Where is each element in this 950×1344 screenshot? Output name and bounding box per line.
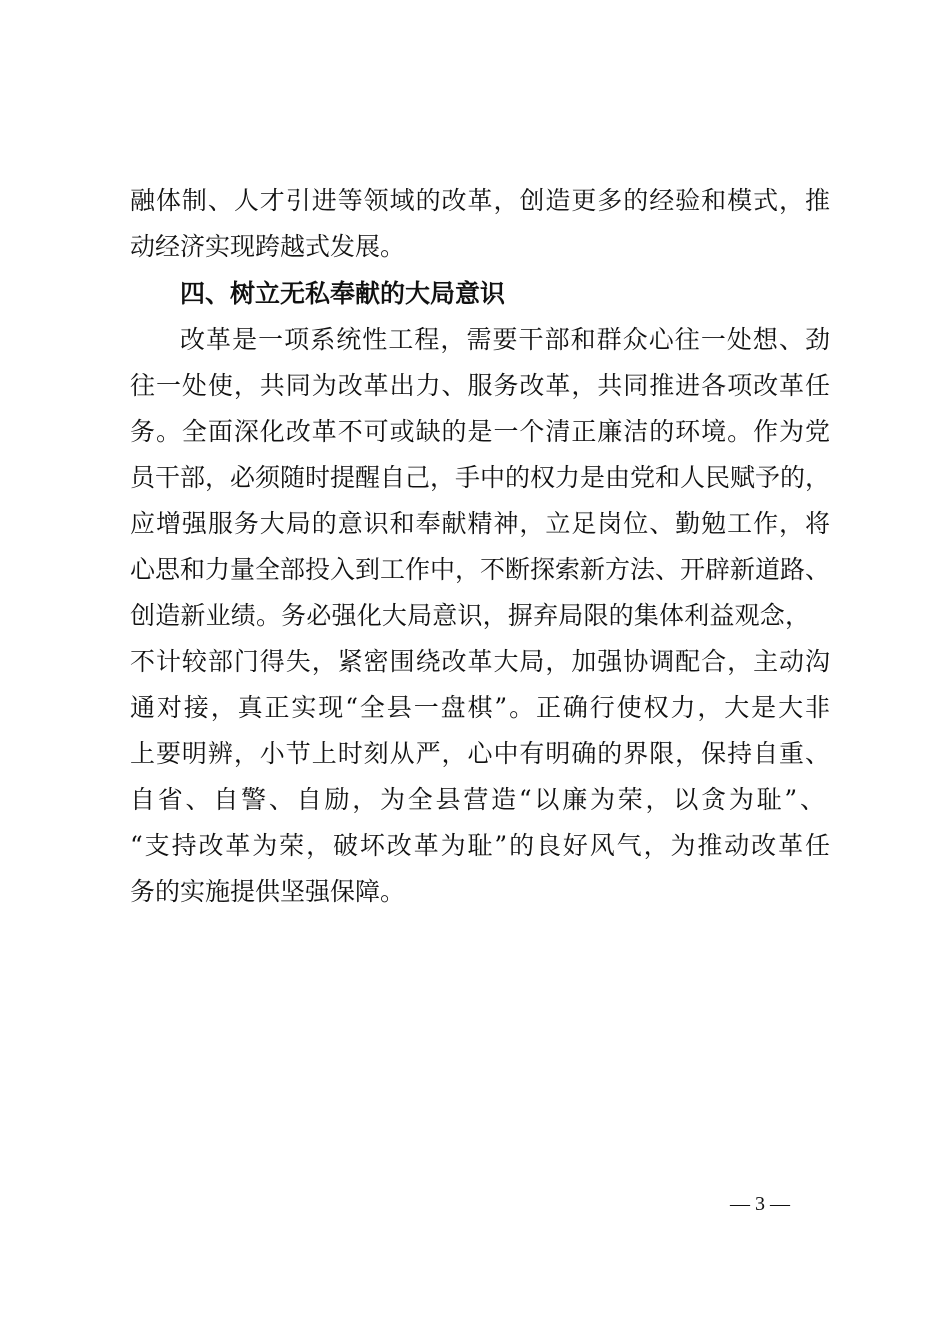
paragraph-line: 应增强服务大局的意识和奉献精神，立足岗位、勤勉工作，将 [130,509,830,538]
paragraph-line: 动经济实现跨越式发展。 [130,232,406,261]
paragraph-line: 融体制、人才引进等领域的改革，创造更多的经验和模式，推 [130,186,830,215]
paragraph-line: 自省、自警、自励，为全县营造“以廉为荣，以贪为耻”、 [130,785,825,814]
paragraph-line: 务。全面深化改革不可或缺的是一个清正廉洁的环境。作为党 [130,417,830,446]
paragraph-line: 通对接，真正实现“全县一盘棋”。正确行使权力，大是大非 [130,693,830,722]
paragraph-line: 不计较部门得失，紧密围绕改革大局，加强协调配合，主动沟 [130,647,830,676]
paragraph-line: 改革是一项系统性工程，需要干部和群众心往一处想、劲 [180,325,830,354]
paragraph-line: 上要明辨，小节上时刻从严，心中有明确的界限，保持自重、 [130,739,830,768]
paragraph-line: “支持改革为荣，破坏改革为耻”的良好风气，为推动改革任 [130,831,830,860]
paragraph-line: 务的实施提供坚强保障。 [130,877,406,906]
paragraph-line: 员干部，必须随时提醒自己，手中的权力是由党和人民赋予的， [130,463,831,492]
section-heading: 四、树立无私奉献的大局意识 [180,279,506,308]
paragraph-line: 创造新业绩。务必强化大局意识，摒弃局限的集体利益观念， [130,601,810,630]
paragraph-line: 心思和力量全部投入到工作中，不断探索新方法、开辟新道路、 [130,555,831,584]
page-number: — 3 — [730,1193,790,1215]
paragraph-line: 往一处使，共同为改革出力、服务改革，共同推进各项改革任 [130,371,830,400]
